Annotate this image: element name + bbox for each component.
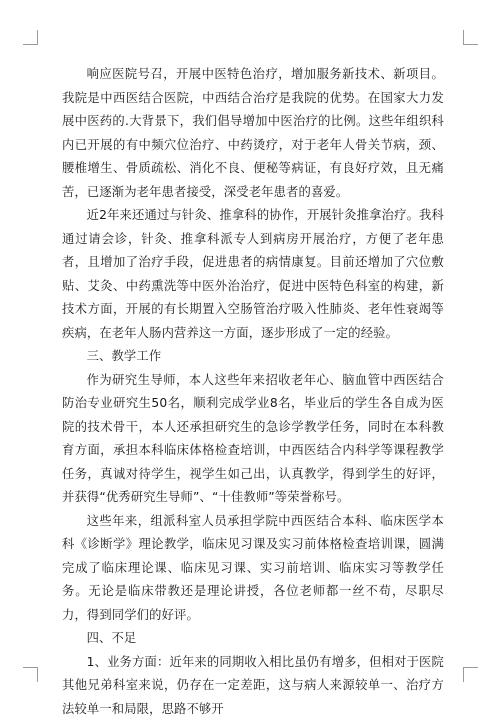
section-heading-teaching: 三、教学工作 [62, 345, 444, 369]
paragraph-graduate-supervision: 作为研究生导师，本人这些年来招收老年心、脑血管中西医结合防治专业研究生50名，顺利完成学业8名，毕业后的学生各自成为医院的技术骨干，本人还承担研究生的急诊学教学任务，同时在本科教育方面，承担本科临床体格检查培训，中西医结合内科学等课程教学任务，真诚对待学生，视学生如己出，认真教学，得到学生的好评，并获得“优秀研究生导师”、“十佳教师”等荣誉称号。 [62, 369, 444, 510]
paragraph-tcm-treatment: 响应医院号召，开展中医特色治疗，增加服务新技术、新项目。我院是中西医结合医院，中西结合治疗是我院的优势。在国家大力发展中医药的.大背景下，我们倡导增加中医治疗的比例。这些年组织科内已开展的有中频穴位治疗、中药烫疗，对于老年人骨关节病，颈、腰椎增生、骨质疏松、消化不良、便秘等病证，有良好疗效，且无痛苦，已逐渐为老年患者接受，深受老年患者的喜爱。 [62, 63, 444, 204]
paragraph-undergraduate-teaching: 这些年来，组派科室人员承担学院中西医结合本科、临床医学本科《诊断学》理论教学，临床见习课及实习前体格检查培训课，圆满完成了临床理论课、临床见习课、实习前培训、临床实习等教学任务。无论是临床带教还是理论讲授，各位老师都一丝不苟，尽职尽力，得到同学们的好评。 [62, 510, 444, 628]
paragraph-acupuncture: 近2年来还通过与针灸、推拿科的协作，开展针灸推拿治疗。我科通过请会诊，针灸、推拿科派专人到病房开展治疗，方便了老年患者，且增加了治疗手段，促进患者的病情康复。目前还增加了穴位敷贴、艾灸、中药熏洗等中医外治治疗，促进中医特色科室的构建，新技术方面，开展的有长期置入空肠管治疗吸入性肺炎、老年性衰竭等疾病，在老年人肠内营养这一方面，逐步形成了一定的经验。 [62, 204, 444, 345]
paragraph-business-aspect: 1、业务方面：近年来的同期收入相比虽仍有增多，但相对于医院其他兄弟科室来说，仍存在一定差距，这与病人来源较单一、治疗方法较单一和局限，思路不够开 [62, 651, 444, 721]
crop-mark-top-left [23, 30, 38, 45]
document-body [62, 63, 444, 721]
crop-mark-bottom-right [463, 667, 478, 682]
crop-mark-bottom-left [23, 667, 38, 682]
section-heading-shortcomings: 四、不足 [62, 627, 444, 651]
crop-mark-top-right [463, 30, 478, 45]
